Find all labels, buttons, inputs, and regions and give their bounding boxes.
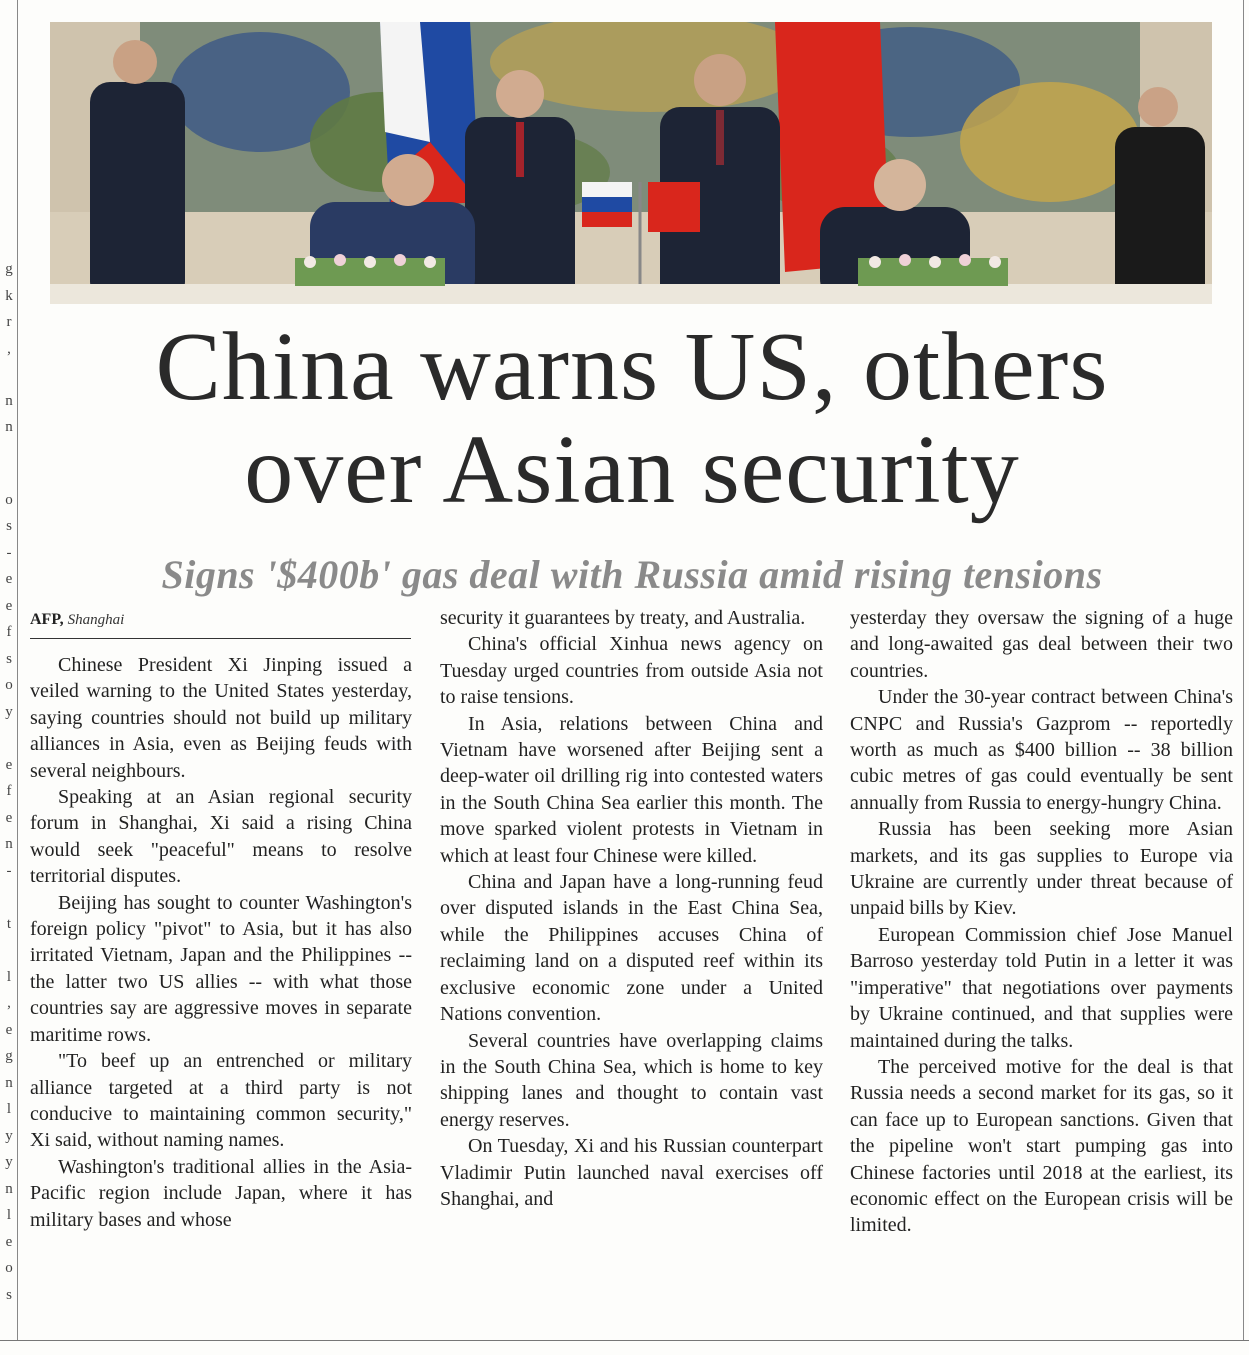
- gutter-letter: y: [5, 704, 13, 720]
- gutter-letter: y: [5, 1128, 13, 1144]
- gutter-letter: r: [6, 314, 12, 330]
- gutter-letter: -: [6, 863, 12, 879]
- gutter-letter: n: [5, 1075, 13, 1091]
- paragraph: Under the 30-year contract between China's CNPC and Russia's Gazprom -- reportedly worth as much as $400 billion -- 38 billion cubic metres of gas could eventually be sent annually from Russia to energy-hungry China.: [850, 686, 1233, 814]
- subheadline: Signs '$400b' gas deal with Russia amid rising tensions: [161, 552, 1103, 597]
- article-column-1: [30, 652, 412, 1233]
- gutter-letter: s: [6, 1287, 12, 1303]
- gutter-letter: ,: [7, 341, 11, 357]
- gutter-letter: k: [5, 288, 13, 304]
- gutter-letter: e: [5, 1234, 13, 1250]
- gutter-letter: s: [6, 518, 12, 534]
- byline: [30, 608, 410, 636]
- gutter-letter: l: [6, 969, 12, 985]
- signing-ceremony-image: [50, 22, 1212, 304]
- gutter-letter: f: [6, 624, 12, 640]
- paragraph-continued: security it guarantees by treaty, and Australia.: [440, 607, 806, 629]
- headline: [20, 313, 1244, 524]
- paragraph: Russia has been seeking more Asian markets, and its gas supplies to Europe via Ukraine are currently under threat because of unpaid bills by Kiev.: [850, 818, 1233, 920]
- news-photo: [50, 22, 1212, 304]
- chinese-flag-small: [648, 182, 700, 232]
- gutter-letter: l: [6, 1101, 12, 1117]
- gutter-letter: e: [5, 757, 13, 773]
- gutter-letter: n: [5, 1181, 13, 1197]
- paragraph: China and Japan have a long-running feud over disputed islands in the East China Sea, while the Philippines accuses China of reclaiming land on a disputed reef within its exclusive economic zone under a United Nations convention.: [440, 871, 823, 1026]
- paragraph: On Tuesday, Xi and his Russian counterpart Vladimir Putin launched naval exercises off Shanghai, and: [440, 1135, 823, 1210]
- paragraph: European Commission chief Jose Manuel Barroso yesterday told Putin in a letter it was "imperative" that negotiations over payments by Ukraine continued, and that supplies were maintained during the talks.: [850, 923, 1233, 1052]
- column-divider-right: [1243, 0, 1244, 1340]
- column-divider-left: [17, 0, 18, 1340]
- gutter-letter: f: [6, 783, 12, 799]
- paragraph: Speaking at an Asian regional security forum in Shanghai, Xi said a rising China would seek "peaceful" means to resolve territorial disputes.: [30, 786, 412, 888]
- gutter-letter: o: [5, 492, 13, 508]
- signing-table: [50, 284, 1212, 304]
- paragraph-continued: yesterday they oversaw the signing of a huge and long-awaited gas deal between their two countries.: [850, 607, 1233, 682]
- headline-line-1: China warns US, others: [155, 313, 1109, 421]
- gutter-letter: l: [6, 1207, 12, 1223]
- byline-agency: AFP,: [30, 611, 64, 628]
- gutter-letter: e: [5, 571, 13, 587]
- byline-dateline: Shanghai: [67, 612, 125, 628]
- gutter-letter: s: [6, 651, 12, 667]
- paragraph: Several countries have overlapping claims in the South China Sea, which is home to key shipping lanes and thought to contain vast energy reserves.: [440, 1029, 823, 1131]
- paragraph: China's official Xinhua news agency on Tuesday urged countries from outside Asia not to raise tensions.: [440, 633, 823, 709]
- gutter-letter: e: [5, 598, 13, 614]
- paragraph: "To beef up an entrenched or military alliance targeted at a third party is not conducive to maintaining common security," Xi said, without naming names.: [30, 1050, 412, 1152]
- gutter-letter: y: [5, 1154, 13, 1170]
- gutter-letter: n: [5, 836, 13, 852]
- paragraph: Washington's traditional allies in the Asia-Pacific region include Japan, where it has military bases and whose: [30, 1155, 412, 1231]
- gutter-letter: t: [6, 916, 12, 932]
- adjacent-column-fragment: [0, 0, 16, 1340]
- paragraph: Beijing has sought to counter Washington's foreign policy "pivot" to Asia, but it has also irritated Vietnam, Japan and the Philippines -- the latter two US allies -- with what those countries say are aggressive moves in separate maritime rows.: [30, 891, 412, 1046]
- gutter-letter: n: [5, 393, 13, 409]
- paragraph: The perceived motive for the deal is that Russia needs a second market for its gas, so it can face up to European sanctions. Given that the pipeline won't start pumping gas into Chinese factories until 2018 at the earliest, its economic effect on the European crisis will be limited.: [850, 1055, 1233, 1237]
- russian-flag-small: [582, 182, 632, 197]
- gutter-letter: e: [5, 1022, 13, 1038]
- gutter-letter: g: [5, 261, 13, 277]
- gutter-letter: n: [5, 419, 13, 435]
- article-column-3: [850, 605, 1233, 1239]
- gutter-letter: -: [6, 545, 12, 561]
- paragraph: In Asia, relations between China and Vietnam have worsened after Beijing sent a deep-water oil drilling rig into contested waters in the South China Sea earlier this month. The move sparked violent protests in Vietnam in which at least four Chinese were killed.: [440, 712, 823, 867]
- paragraph: Chinese President Xi Jinping issued a veiled warning to the United States yesterday, saying countries should not build up military alliances in Asia, even as Beijing feuds with several neighbours.: [30, 654, 412, 782]
- gutter-letter: o: [5, 677, 13, 693]
- byline-rule: [30, 638, 411, 639]
- gutter-letter: ,: [7, 995, 11, 1011]
- article-column-2: [440, 605, 823, 1212]
- gutter-letter: e: [5, 810, 13, 826]
- gutter-letter: o: [5, 1260, 13, 1276]
- page-bottom-rule: [0, 1340, 1249, 1341]
- gutter-letter: g: [5, 1048, 13, 1064]
- headline-line-2: over Asian security: [244, 416, 1020, 524]
